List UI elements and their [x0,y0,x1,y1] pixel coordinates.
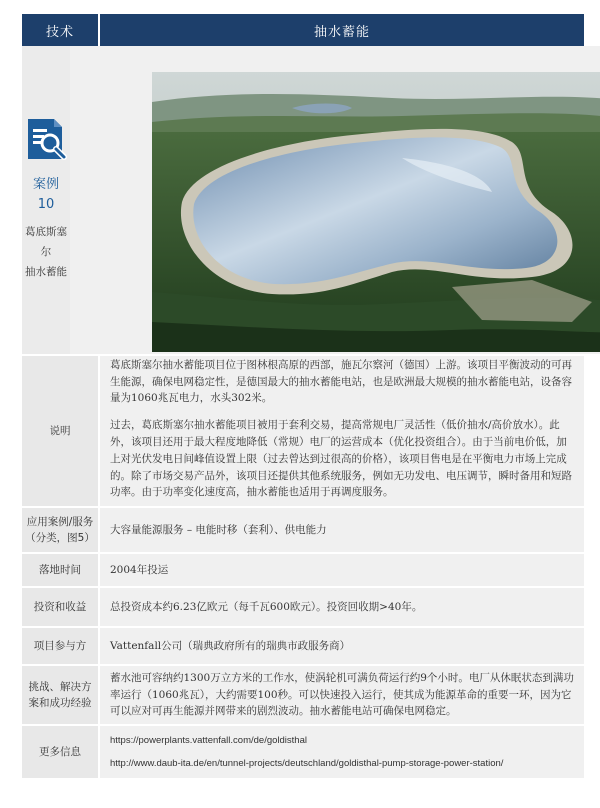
link-vattenfall[interactable]: https://powerplants.vattenfall.com/de/goldisthal [110,734,307,746]
photo-cell [70,46,600,354]
participants-value: Vattenfall公司（瑞典政府所有的瑞典市政服务商） [100,628,584,664]
investment-value: 总投资成本约6.23亿欧元（每千瓦600欧元）。投资回收期>40年。 [100,588,584,626]
document-search-icon [24,117,68,161]
participants-label: 项目参与方 [22,628,98,664]
description-row [22,356,584,508]
case-name-line2: 抽水蓄能 [25,266,67,279]
case-number: 案例 10 [32,176,59,213]
more-info-links [100,726,584,778]
applications-value: 大容量能源服务 – 电能时移（套利）、供电能力 [100,508,584,552]
more-info-label: 更多信息 [22,726,98,778]
commissioning-label: 落地时间 [22,554,98,586]
participants-row [22,628,584,666]
investment-row [22,588,584,628]
commissioning-row [22,554,584,588]
table-header [22,14,584,46]
more-info-row [22,726,584,780]
applications-row [22,508,584,554]
case-study-table [22,14,584,780]
case-name-line1: 葛底斯塞尔 [25,226,67,259]
description-label: 说明 [22,356,98,506]
commissioning-value: 2004年投运 [100,554,584,586]
description-paragraph-1: 葛底斯塞尔抽水蓄能项目位于图林根高原的西部，施瓦尔察河（德国）上游。该项目平衡波动的可再生能源，确保电网稳定性，是德国最大的抽水蓄能电站，也是欧洲最大规模的抽水蓄能电站，设备容量为1060兆瓦电力，水头302米。 [110,358,572,405]
investment-label: 投资和收益 [22,588,98,626]
challenges-label: 挑战、解决方案和成功经验 [22,666,98,724]
header-topic-label: 抽水蓄能 [100,14,584,46]
header-technology-label: 技术 [22,14,98,46]
challenges-row [22,666,584,726]
applications-label: 应用案例/服务（分类，图5） [22,508,98,552]
reservoir-aerial-photo [152,72,600,352]
challenges-value: 蓄水池可容纳约1300万立方米的工作水，使涡轮机可满负荷运行约9个小时。电厂从休眠状态到满功率运行（1060兆瓦），大约需要100秒。可以快速投入运行，使其成为能源革命的重要一环，因为它可以应对可再生能源并网带来的剧烈波动。抽水蓄能电站可确保电网稳定。 [100,666,584,724]
description-content [100,356,584,506]
case-row [22,46,584,356]
case-info-cell [22,46,70,354]
link-daub-ita[interactable]: http://www.daub-ita.de/en/tunnel-projects/deutschland/goldisthal-pump-storage-power-station/ [110,758,504,769]
description-paragraph-2: 过去，葛底斯塞尔抽水蓄能项目被用于套利交易，提高常规电厂灵活性（低价抽水/高价放水）。此外，该项目还用于最大程度地降低（常规）电厂的运营成本（优化投资组合）。由于当前电价低，加上对光伏发电日间峰值设置上限（过去曾达到过很高的价格），该项目售电是在平衡电力市场上完成的。除了市场交易产品外，该项目还提供其他系统服务，例如无功发电、电压调节，瞬时备用和短路功率。由于功率变化速度高，抽水蓄能也适用于再调度服务。 [110,419,572,499]
